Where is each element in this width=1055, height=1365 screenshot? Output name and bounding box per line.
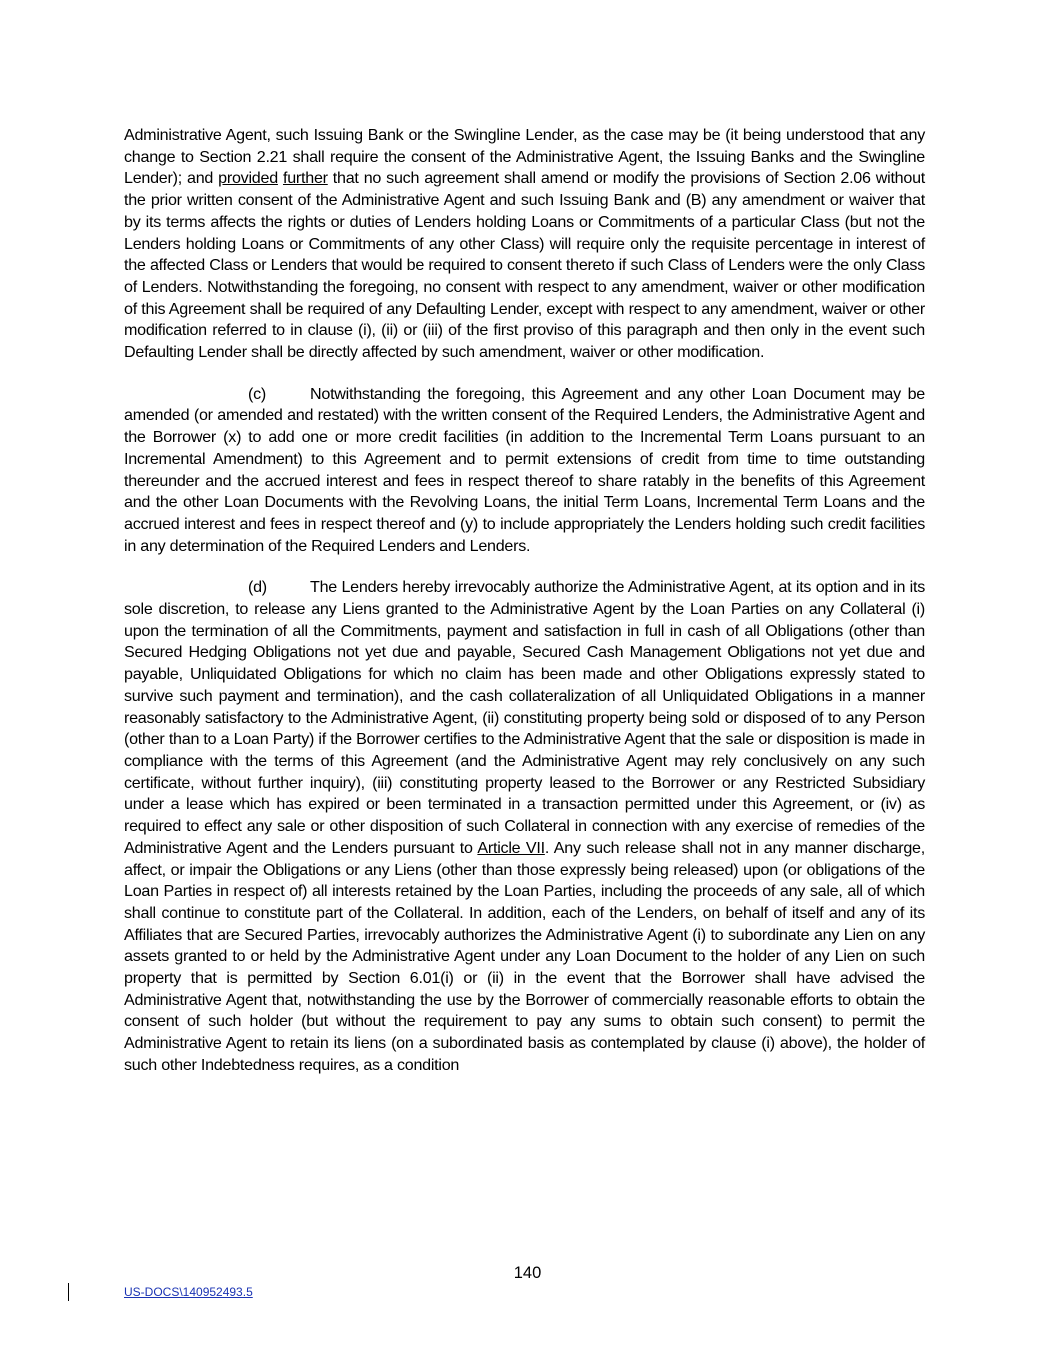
document-id-link[interactable]: US-DOCS\140952493.5 (124, 1285, 253, 1299)
document-body (124, 125, 925, 1077)
paragraph-b-continuation (124, 125, 925, 364)
para-c-text: Notwithstanding the foregoing, this Agreement and any other Loan Document may be amended (or amended and restated) with the written consent of the Required Lenders, the Administrative Agent and the Borrower (x) to add one or more credit facilities (in addition to the Incremental Term Loans pursuant to an Incremental Amendment) to this Agreement and to permit extensions of credit from time to time outstanding thereunder and the accrued interest and fees in respect thereof to share ratably in the benefits of this Agreement and the other Loan Documents with the Revolving Loans, the initial Term Loans, Incremental Term Loans and the accrued interest and fees in respect thereof and (y) to include appropriately the Lenders holding such credit facilities in any determination of the Required Lenders and Lenders. (124, 384, 925, 555)
paragraph-c (124, 384, 925, 558)
para-d-text-2: . Any such release shall not in any manner discharge, affect, or impair the Obligations or any Liens (other than those expressly being released) upon (or obligations of the Loan Parties in respect of) all interests retained by the Loan Parties, including the proceeds of any sale, all of which shall continue to constitute part of the Collateral. In addition, each of the Lenders, on behalf of itself and any of its Affiliates that are Secured Parties, irrevocably authorizes the Administrative Agent (i) to subordinate any Lien on any assets granted to or held by the Administrative Agent under any Loan Document to the holder of any Lien on such property that is permitted by Section 6.01(i) or (ii) in the event that the Borrower shall have advised the Administrative Agent that, notwithstanding the use by the Borrower of commercially reasonable efforts to obtain the consent of such holder (but without the requirement to pay any sums to obtain such consent) to permit the Administrative Agent to retain its liens (on a subordinated basis as contemplated by clause (i) above), the holder of such other Indebtedness requires, as a condition (124, 838, 925, 1074)
revision-bar (68, 1283, 69, 1301)
page-number: 140 (513, 1264, 542, 1282)
para-b-text-2: that no such agreement shall amend or modify the provisions of Section 2.06 without the prior written consent of the Administrative Agent and such Issuing Bank and (B) any amendment or waiver that by its terms affects the rights or duties of Lenders holding Loans or Commitments of a particular Class (but not the Lenders holding Loans or Commitments of any other Class) will require only the requisite percentage in interest of the affected Class or Lenders that would be required to consent thereto if such Class of Lenders were the only Class of Lenders. Notwithstanding the foregoing, no consent with respect to any amendment, waiver or other modification of this Agreement shall be required of any Defaulting Lender, except with respect to any amendment, waiver or other modification referred to in clause (i), (ii) or (iii) of the first proviso of this paragraph and then only in the event such Defaulting Lender shall be directly affected by such amendment, waiver or other modification. (124, 169, 925, 362)
para-c-label: (c) (248, 384, 267, 403)
provided-term: provided (218, 169, 278, 188)
further-term: further (282, 169, 328, 188)
para-b-text-1: Administrative Agent, such Issuing Bank or the Swingline Lender, as the case may be (it being understood that any change to Section 2.21 shall require the consent of the Administrative Agent, the Issuing Banks and the Swingline Lender); and (124, 126, 925, 188)
para-d-label: (d) (248, 578, 267, 597)
article-vii-reference: Article VII (477, 838, 545, 857)
para-d-text-1: The Lenders hereby irrevocably authorize the Administrative Agent, at its option and in its sole discretion, to release any Liens granted to the Administrative Agent by the Loan Parties on any Collateral (i) upon the termination of all the Commitments, payment and satisfaction in full in cash of all Obligations (other than Secured Hedging Obligations not yet due and payable, Secured Cash Management Obligations not yet due and payable, Unliquidated Obligations for which no claim has been made and other Obligations expressly stated to survive such payment and termination), and the cash collateralization of all Unliquidated Obligations in a manner reasonably satisfactory to the Administrative Agent, (ii) constituting property being sold or disposed of to any Person (other than to a Loan Party) if the Borrower certifies to the Administrative Agent that the sale or disposition is made in compliance with the terms of this Agreement (and the Administrative Agent may rely conclusively on any such certificate, without further inquiry), (iii) constituting property leased to the Borrower or any Restricted Subsidiary under a lease which has expired or been terminated in a transaction permitted under this Agreement, or (iv) as required to effect any sale or other disposition of such Collateral in connection with any exercise of remedies of the Administrative Agent and the Lenders pursuant to (124, 578, 925, 857)
paragraph-d (124, 577, 925, 1076)
